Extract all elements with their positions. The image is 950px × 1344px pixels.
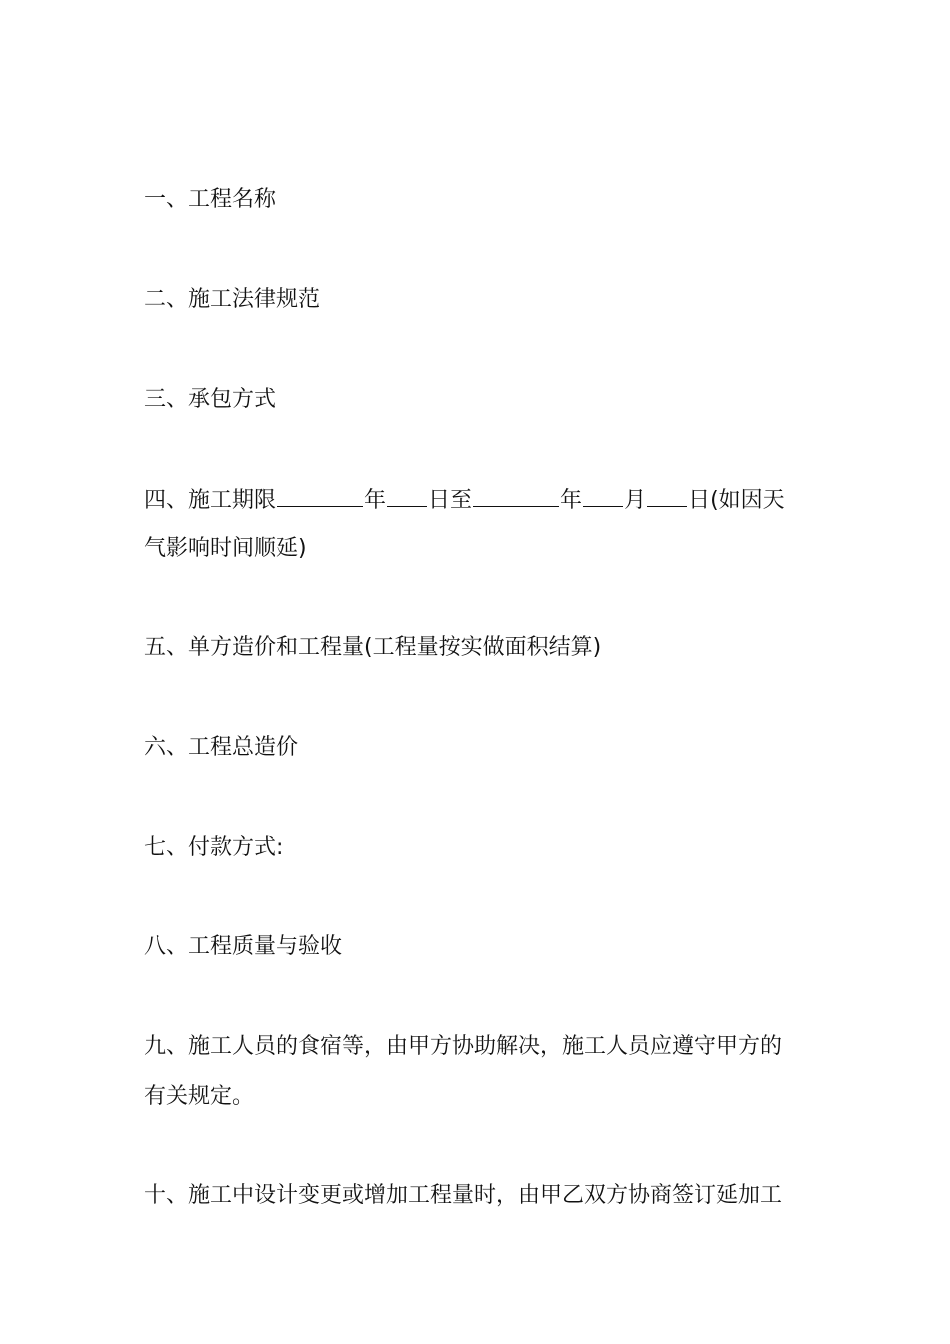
item-5-unit-cost: 五、单方造价和工程量(工程量按实做面积结算) — [144, 635, 602, 660]
item-4-prefix: 四、施工期限 — [144, 488, 277, 513]
item-4-continuation: 气影响时间顺延) — [144, 536, 307, 561]
item-9-line-1: 九、施工人员的食宿等，由甲方协助解决，施工人员应遵守甲方的 — [144, 1034, 783, 1059]
item-3-contract-method: 三、承包方式 — [144, 387, 277, 412]
end-month-blank[interactable] — [583, 484, 623, 507]
item-10-line-1: 十、施工中设计变更或增加工程量时，由甲乙双方协商签订延加工 — [144, 1183, 783, 1208]
start-year-blank[interactable] — [277, 484, 363, 507]
item-4-year-2: 年 — [560, 488, 583, 513]
item-4-month-2: 月 — [624, 488, 647, 513]
item-7-payment-method: 七、付款方式: — [144, 835, 284, 860]
item-8-quality-acceptance: 八、工程质量与验收 — [144, 934, 343, 959]
start-day-blank[interactable] — [387, 484, 427, 507]
item-6-total-cost: 六、工程总造价 — [144, 735, 299, 760]
item-4-construction-period — [144, 484, 785, 516]
item-4-day-2: 日(如因天 — [688, 488, 785, 513]
end-day-blank[interactable] — [647, 484, 687, 507]
item-9-line-2: 有关规定。 — [144, 1084, 255, 1109]
end-year-blank[interactable] — [473, 484, 559, 507]
item-4-day-1: 日至 — [428, 488, 473, 513]
item-2-construction-law: 二、施工法律规范 — [144, 287, 321, 312]
item-4-year-1: 年 — [364, 488, 387, 513]
item-1-project-name: 一、工程名称 — [144, 187, 277, 212]
